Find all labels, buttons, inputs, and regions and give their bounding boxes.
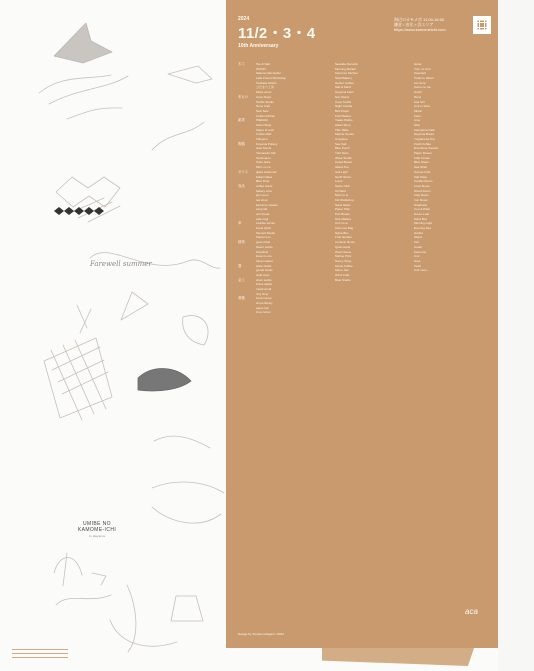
vendor-name: Umi no ie xyxy=(335,221,348,226)
vendor-name: book house xyxy=(256,296,272,301)
vendor-name: Paper Ship xyxy=(335,207,350,212)
vendor-name: Lotus xyxy=(335,179,343,184)
vendor-name: Textile Studio xyxy=(256,99,274,104)
vendor-name: Tsuki xyxy=(414,263,421,268)
vendor-name: Hoshi xyxy=(414,90,422,95)
vendor-name: Wool House xyxy=(335,249,352,254)
vendor-category: 布もの xyxy=(238,94,249,99)
vendor-name: tsuki cups xyxy=(256,272,270,277)
vendor-name: Kumo no Ue xyxy=(414,85,431,90)
vendor-name: kamome sweets xyxy=(256,202,278,207)
vendor-name: Kamakura Cafe xyxy=(414,127,435,132)
event-dates: 11/2・3・4 xyxy=(238,25,316,42)
event-year: 2024 xyxy=(238,16,250,22)
vendor-group xyxy=(238,184,316,222)
vendor-name: Kaze xyxy=(414,113,421,118)
vendor-name: Tidepool xyxy=(256,137,268,141)
vendor-column-3 xyxy=(396,62,488,273)
vendor-name: Fruit Garden xyxy=(335,235,352,240)
vendor-name: Hikari Glass xyxy=(256,174,273,179)
vendor-name: botanical xyxy=(256,249,269,254)
event-poster xyxy=(226,0,498,648)
vendor-name: Hama Coffee xyxy=(335,263,353,268)
vendor-name: Clay Room xyxy=(414,193,429,198)
vendor-name: Midori xyxy=(414,108,423,113)
vendor-name: Little Ocean xyxy=(414,155,431,160)
vendor-name: Blue Porch xyxy=(335,146,350,151)
vendor-name: Tsuki no Hikari xyxy=(414,76,434,81)
vendor-name: Sun Stand xyxy=(335,94,350,99)
vendor-name: Salt & Sand xyxy=(335,85,351,90)
vendor-group xyxy=(396,231,488,250)
vendor-name: Morning Light xyxy=(414,221,433,226)
vendor-name: metal small xyxy=(256,287,272,291)
vendor-group xyxy=(238,118,316,141)
vendor-name: Sunny Shop xyxy=(335,258,352,263)
vendor-name: Fish Market xyxy=(335,113,351,118)
vendor-group xyxy=(238,296,316,315)
vendor-name: Wave Studio xyxy=(335,155,352,160)
vendor-name: Seashell xyxy=(414,71,426,76)
vendor-category: 革 xyxy=(238,221,242,226)
vendor-name: silver works xyxy=(256,277,272,282)
vendor-name: WOOD xyxy=(256,66,266,71)
vendor-name: Umi to Sora xyxy=(414,104,430,109)
vendor-name: Muku wood xyxy=(256,90,272,95)
vendor-name: Hayama Farm xyxy=(335,90,355,95)
vendor-category: 木工 xyxy=(238,62,245,66)
vendor-name: PIEDAM xyxy=(256,118,268,123)
vendor-name: Yuigahama Tea xyxy=(414,137,435,141)
vendor-name: Candle Room xyxy=(414,179,433,184)
vendor-group xyxy=(238,240,316,263)
vendor-name: Cove Textile xyxy=(335,99,352,104)
vendor-name: Paper & Leaf xyxy=(256,127,274,132)
illustration-panel xyxy=(0,0,226,671)
vendor-name: Tanned Studio xyxy=(256,230,276,235)
vendor-name: ひだまり工房 xyxy=(256,85,275,90)
vendor-name: kusa no oto xyxy=(256,254,272,259)
vendor-name: Yamaneko Kiln xyxy=(256,151,276,156)
vendor-group xyxy=(238,264,316,278)
venue-line: https://www.kamomeichi.com xyxy=(394,27,446,32)
vendor-group xyxy=(396,151,488,179)
vendor-group xyxy=(396,179,488,202)
vendor-name: Pier xyxy=(414,240,420,245)
vendor-name: Wood Room xyxy=(414,188,431,193)
vendor-name: Enoshima Sweets xyxy=(414,146,439,151)
vendor-name: plate studio xyxy=(256,263,272,268)
vendor-name: Sea Shell xyxy=(414,165,427,170)
vendor-name: Leather works xyxy=(256,221,275,226)
vendor-category: 雑貨 xyxy=(238,118,245,123)
vendor-column-1 xyxy=(238,62,316,315)
vendor-name: Night Candle xyxy=(335,104,353,109)
vendor-name: Sand Glass xyxy=(335,202,351,207)
vendor-name: Bird Paper xyxy=(335,108,350,113)
vendor-group xyxy=(396,250,488,269)
vendor-name: Mizu no ne xyxy=(256,165,271,170)
vendor-name: Sew Sew xyxy=(256,108,269,113)
vendor-group xyxy=(396,203,488,231)
brand-title-line-2: KAMOME-ICHI xyxy=(77,527,117,533)
vendor-name: And more... xyxy=(414,268,430,273)
vendor-name: Kamome Bag xyxy=(335,226,354,231)
vendor-group xyxy=(396,128,488,151)
vendor-name: Cotton kitchen xyxy=(256,113,276,118)
footer-decoration xyxy=(12,646,88,666)
vendor-name: Linen Room xyxy=(414,183,431,188)
vendor-name: Tsubasa Works xyxy=(256,80,277,85)
vendor-name: Tee & Salt xyxy=(256,62,270,66)
vendor-name: Paper Flower xyxy=(414,151,432,156)
vendor-category: 植物 xyxy=(238,240,245,245)
vendor-group xyxy=(238,221,316,240)
vendor-name: Wind Craft xyxy=(335,272,350,277)
vendor-category: 金工 xyxy=(238,277,245,282)
vendor-group xyxy=(238,170,316,184)
vendor-name: Nami xyxy=(414,94,422,99)
vendor-name: zine corner xyxy=(256,310,271,315)
vendor-name: Blue Glass xyxy=(414,160,429,165)
hand-drawn-illustrations xyxy=(0,0,226,671)
vendor-name: Spice Box xyxy=(335,230,349,235)
vendor-group xyxy=(396,268,488,273)
vendor-name: Umigame xyxy=(335,137,348,141)
vendor-name: hana market xyxy=(256,258,273,263)
vendor-name: shore library xyxy=(256,301,273,306)
brand-subtitle: in Hayama xyxy=(88,534,106,538)
vendor-name: Orchard xyxy=(335,188,346,193)
vendor-name: Marine Goods xyxy=(335,132,354,137)
vendor-name: Koyama Pottery xyxy=(256,141,278,146)
vendor-group xyxy=(396,100,488,128)
vendor-name: Tide Table xyxy=(335,127,349,132)
vendor-name: flower works xyxy=(256,244,273,249)
vendor-name: Morning Market xyxy=(335,66,356,71)
vendor-name: Ame xyxy=(414,118,421,123)
vendor-name: glass works kai xyxy=(256,169,277,174)
vendor-name: Shio xyxy=(414,122,421,127)
vendor-name: paper lab xyxy=(256,305,269,310)
vendor-group xyxy=(238,278,316,297)
vendor-column-2 xyxy=(317,62,395,282)
vendor-name: Yuhi Store xyxy=(335,151,349,156)
vendor-name: jam room xyxy=(256,193,269,198)
vendor-name: brass atelier xyxy=(256,282,273,287)
vendor-group xyxy=(317,179,395,282)
design-credit: Design by Tomoko Ishigami / 2024 xyxy=(238,632,284,636)
vendor-name: Sunset Club xyxy=(414,169,431,174)
vendor-name: Marine Print xyxy=(335,254,352,259)
vendor-name: Harbor Coffee xyxy=(335,80,354,85)
vendor-name: Evening Sea xyxy=(414,226,432,231)
vendor-name: Hikari Shop xyxy=(335,122,351,127)
vendor-name: Sea Salt xyxy=(335,141,347,146)
vendor-name: ring shop xyxy=(256,291,269,296)
vendor-name: Cup & Plate xyxy=(414,207,431,212)
vendor-name: Yoru no Umi xyxy=(414,66,431,71)
vendor-name: Nuno craft xyxy=(256,104,270,109)
venue-line: 鎌倉 / 由比ヶ浜エリア xyxy=(394,22,434,27)
vendor-name: Moon Jam xyxy=(335,268,350,273)
vendor-name: Kioku Shop xyxy=(256,122,272,127)
vendor-name: Kamome Kitchen xyxy=(335,71,358,76)
vendor-name: Kawa no ie xyxy=(256,235,271,240)
vendor-name: Umi xyxy=(414,254,420,259)
vendor-name: Linen Days xyxy=(256,94,272,99)
brand-title-line-1: UMIBE NO xyxy=(83,521,111,527)
vendor-name: Hand stitch xyxy=(256,226,272,231)
vendor-name: Seaside Records xyxy=(335,62,358,66)
vendor-name: soup lab xyxy=(256,207,268,212)
vendor-group xyxy=(238,142,316,170)
vendor-name: Asa Ichi xyxy=(414,99,425,104)
vendor-group xyxy=(317,62,395,179)
vendor-name: Island xyxy=(414,235,423,240)
venue-info xyxy=(394,17,469,32)
vendor-name: Little Forest Workshop xyxy=(256,76,286,81)
vendor-name: coffee stand xyxy=(256,183,273,188)
vendor-name: green field xyxy=(256,240,271,245)
script-text: Farewell summer xyxy=(90,260,152,268)
vendor-name: Stone Club xyxy=(335,183,350,188)
vendor-name: Boat Studio xyxy=(335,277,351,282)
vendor-name: Umibe Mart xyxy=(256,132,272,137)
vendor-name: bakery sora xyxy=(256,188,272,193)
footer-rule xyxy=(12,653,68,654)
vendor-name: Yoake Works xyxy=(335,118,353,123)
vendor-name: Kiri Workshop xyxy=(335,197,354,202)
vendor-name: gentle bowls xyxy=(256,268,273,273)
vendor-name: Blue Drop xyxy=(256,179,270,184)
vendor-category: 食品 xyxy=(238,183,245,188)
vendor-name: Sora xyxy=(414,258,421,263)
vendor-name: tea shop xyxy=(256,197,268,202)
vendor-name: Iron Room xyxy=(414,197,429,202)
logo: aca xyxy=(465,607,478,616)
venue-line: 海辺のカモメ市 11:00-16:00 xyxy=(394,17,445,22)
vendor-name: Tote Market xyxy=(335,216,351,221)
footer-rule xyxy=(12,649,68,650)
vendor-category: ガラス xyxy=(238,169,249,174)
vendor-category: 器 xyxy=(238,263,242,268)
vendor-group xyxy=(396,62,488,100)
event-brand xyxy=(64,521,130,539)
vendor-group xyxy=(238,95,316,118)
vendor-name: Sakura Oak Atelier xyxy=(256,71,282,76)
vendor-name: umi bread xyxy=(256,212,270,216)
vendor-name: Hayama Bread xyxy=(414,132,435,137)
vendor-name: Notebook xyxy=(414,202,427,207)
vendor-name: Harbor xyxy=(414,230,424,235)
vendor-name: Coast xyxy=(414,244,422,249)
vendor-name: Soft Light xyxy=(335,169,348,174)
vendor-name: Green Leaf xyxy=(414,212,430,216)
vendor-name: North Shore xyxy=(335,174,352,179)
vendor-name: Kamome xyxy=(414,249,427,254)
vendor-name: Soramame xyxy=(256,155,271,160)
vendor-name: Sand Box xyxy=(414,216,428,221)
vendor-name: Ceramic Room xyxy=(335,240,356,245)
vendor-name: cafe nagi xyxy=(256,216,269,221)
vendor-name: Coast Bread xyxy=(335,160,352,165)
vendor-name: Salt Shop xyxy=(414,174,428,179)
vendor-name: Hana xyxy=(414,62,422,66)
vendor-name: Mori no ie xyxy=(335,193,349,198)
vendor-name: Island Tea xyxy=(335,165,349,170)
vendor-category: 陶器 xyxy=(238,141,245,146)
vendor-name: Port Books xyxy=(335,212,350,216)
page-edge xyxy=(498,0,534,671)
footer-rule xyxy=(12,657,68,658)
vendor-name: Awa Tsuchi xyxy=(256,146,272,151)
poster-header xyxy=(238,16,488,58)
vendor-name: Quiet Hand xyxy=(335,244,351,249)
qr-code[interactable] xyxy=(473,16,491,34)
vendor-name: Kobo Hara xyxy=(256,160,271,165)
vendor-name: Aoi Sora xyxy=(414,80,426,85)
anniversary-label: 10th Anniversary xyxy=(238,43,279,49)
vendor-category: 書籍 xyxy=(238,296,245,301)
vendor-name: Zushi Coffee xyxy=(414,141,431,146)
vendor-group xyxy=(238,62,316,95)
vendor-name: Shell Bakery xyxy=(335,76,352,81)
